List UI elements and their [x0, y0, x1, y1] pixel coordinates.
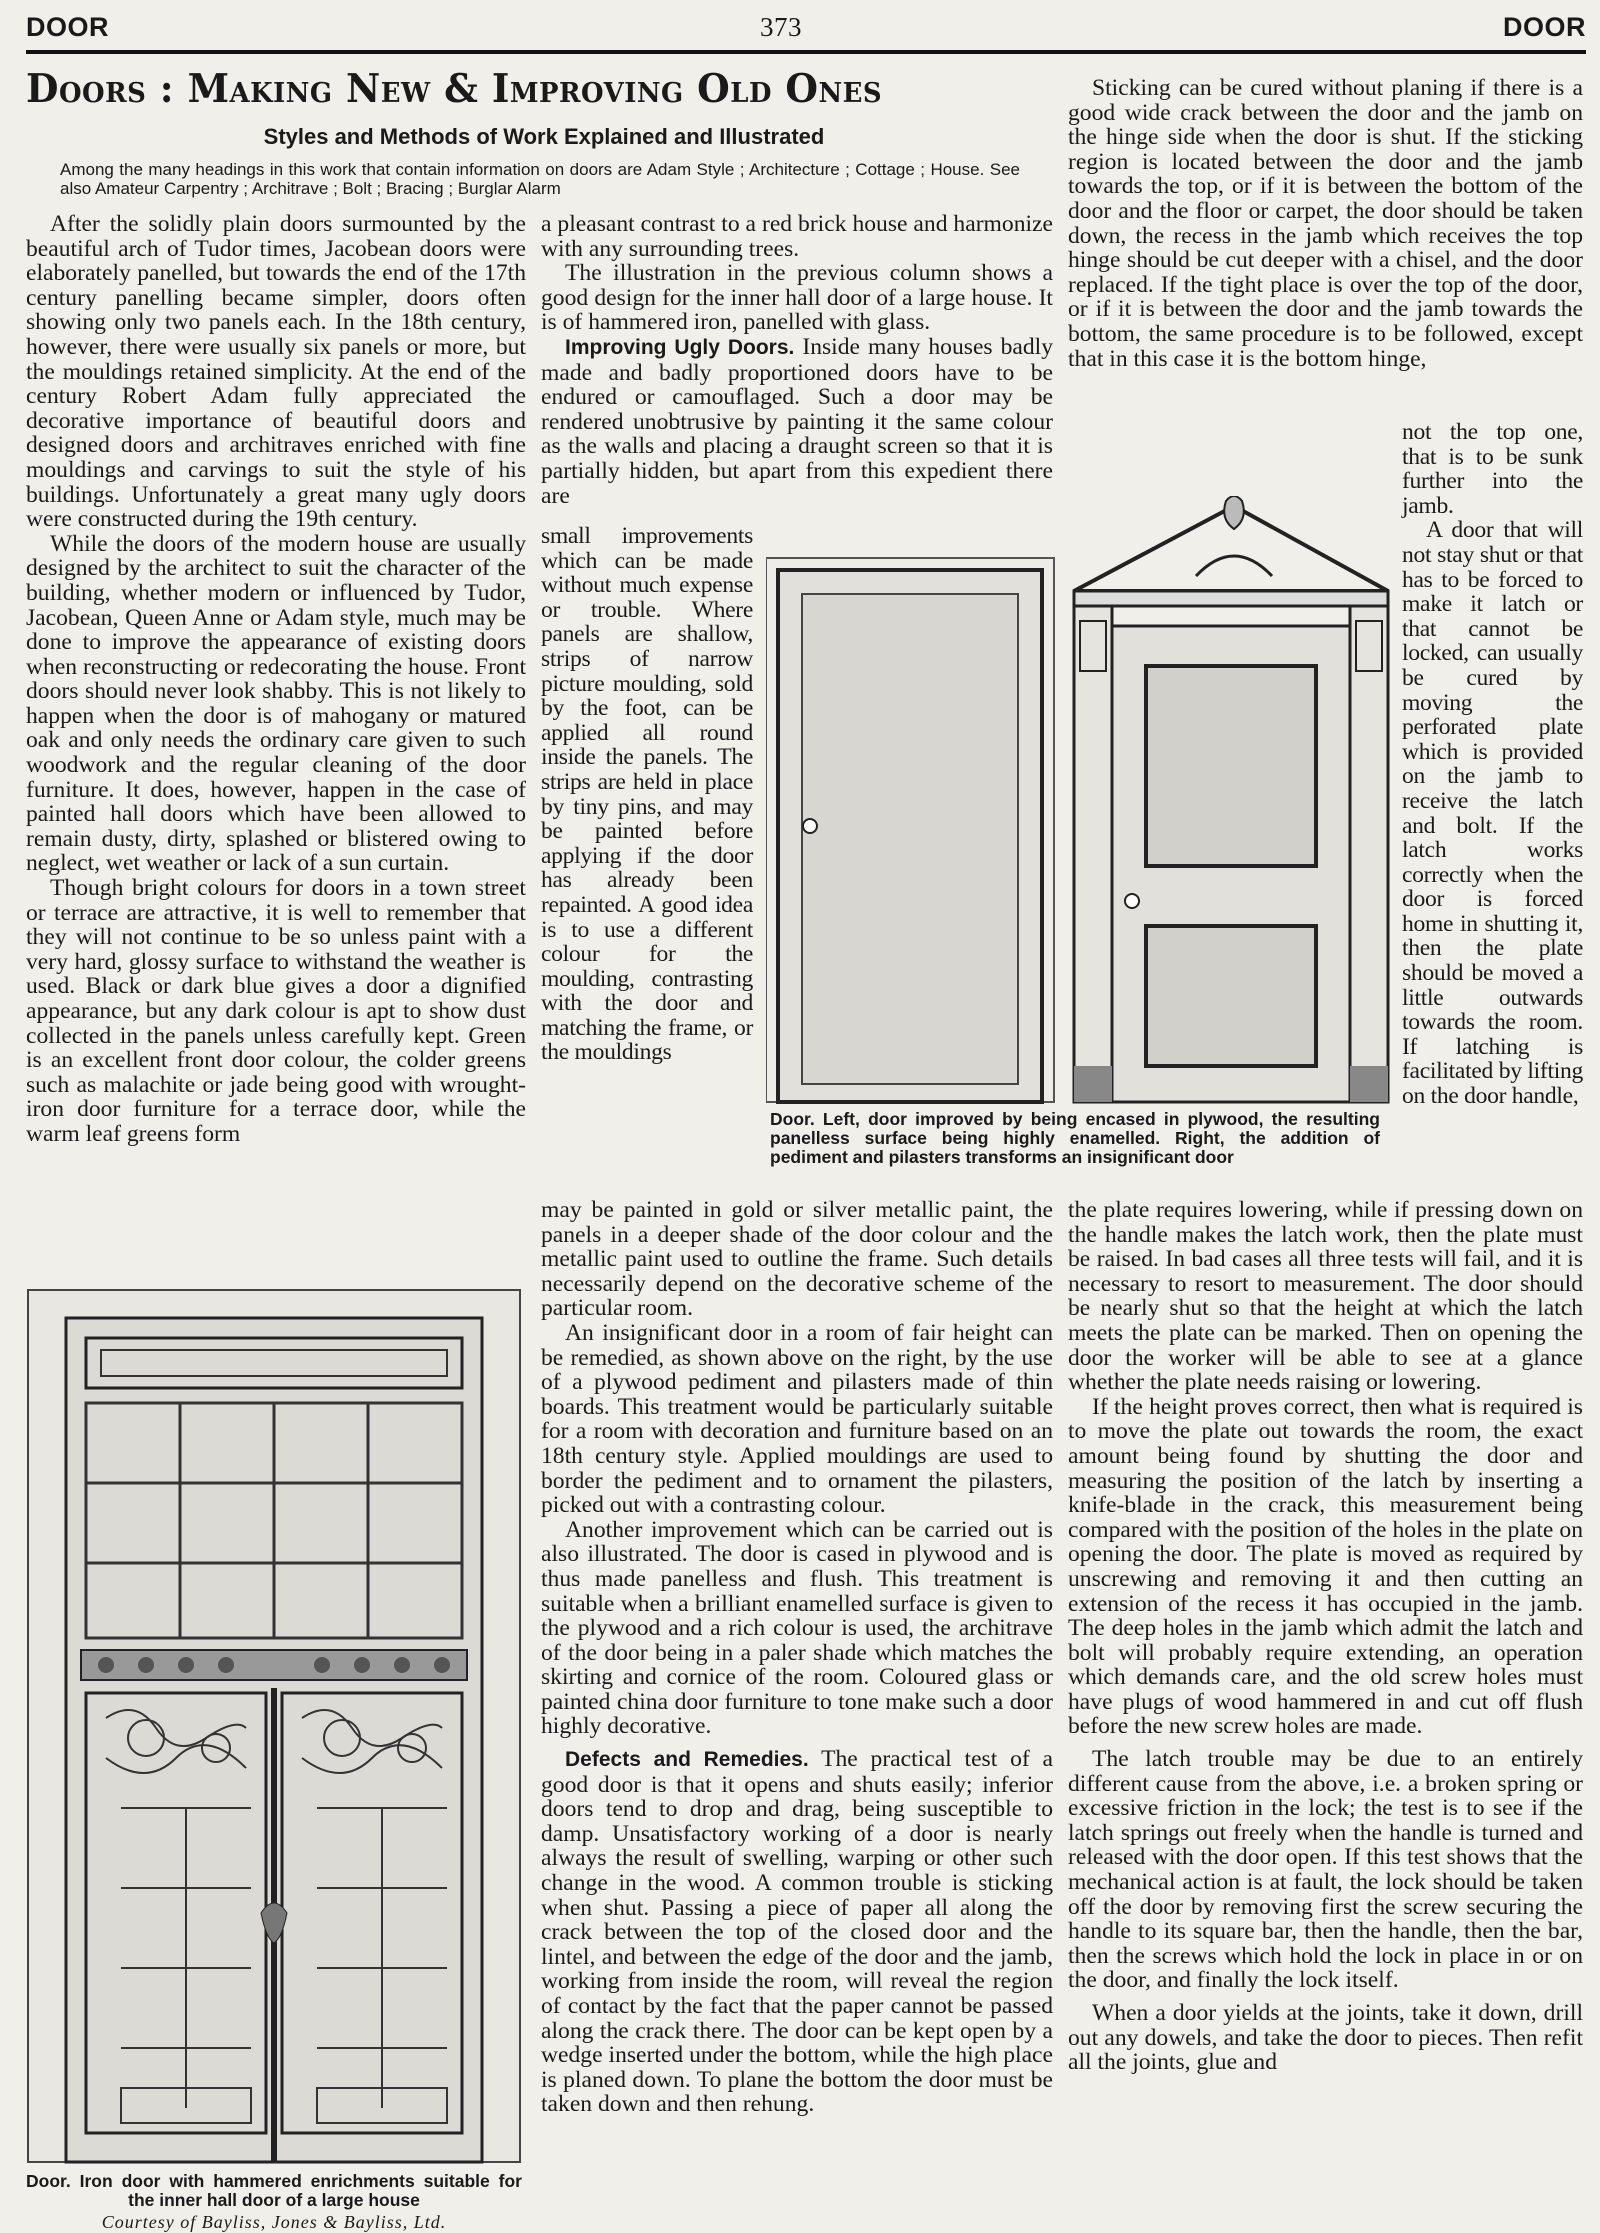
door-knob-icon — [1125, 894, 1139, 908]
paragraph — [541, 335, 1053, 508]
iron-door-credit: Courtesy of Bayliss, Jones & Bayliss, Ltd. — [101, 2212, 447, 2232]
paragraph: small improvements which can be made without much expense or trouble. Where panels are shallow, strips of narrow picture moulding, sold by the foot, can be applied all round inside the panels. The strips are held in place by tiny pins, and may be painted before applying if the door has already been repainted. A good idea is to use a different colour for the moulding, contrasting with the door and matching the frame, or the mouldings — [541, 523, 753, 1066]
two-doors-caption: Door. Left, door improved by being encased in plywood, the resulting panelless surface being highly enamelled. Right, the addition of pediment and pilasters transforms an insignificant door — [770, 1109, 1380, 1167]
right-column-top — [1068, 76, 1583, 371]
paragraph — [541, 1747, 1053, 2117]
paragraph: Sticking can be cured without planing if there is a good wide crack between the door and the jamb on the hinge side when the door is shut. If the sticking region is located between the door and the jamb towards the top, or if it is between the bottom of the door and the floor or carpet, the door should be taken down, the recess in the jamb which receives the top hinge should be cut deeper with a chisel, and the door replaced. If the tight place is over the top of the door, or if it is between the door and the jamb towards the bottom, the same procedure is to be followed, except that in this case it is the bottom hinge, — [1068, 75, 1583, 372]
two-doors-drawing — [766, 496, 1390, 1104]
paragraph: Though bright colours for doors in a town street or terrace are attractive, it is well to remember that they will not continue to be so unless paint with a very hard, glossy surface to withstand the weather is used. Black or dark blue gives a door a dignified appearance, but any dark colour is apt to show dust collected in the panels unless carefully kept. Green is an excellent front door colour, the colder greens such as malachite or jade being good with wrought-iron door furniture for a terrace door, while the warm leaf greens form — [26, 875, 526, 1147]
middle-column-top — [541, 212, 1053, 508]
article-subtitle: Styles and Methods of Work Explained and Illustrated — [263, 124, 825, 149]
iron-door-caption: Door. Iron door with hammered enrichments suitable for the inner hall door of a large house — [26, 2171, 522, 2210]
paragraph: While the doors of the modern house are usually designed by the architect to suit the character of the building, whether modern or influenced by Tudor, Jacobean, Queen Anne or Adam style, much may be done to improve the appearance of existing doors when reconstructing or redecorating the house. Front doors should never look shabby. This is not likely to happen when the door is of mahogany or matured oak and only needs the ordinary care given to such woodwork and the regular cleaning of the door furniture. It does, however, happen in the case of painted hall doors which have been allowed to remain dusty, dirty, splashed or blistered owing to neglect, wet weather or lack of a sun curtain. — [26, 530, 526, 877]
paragraph: a pleasant contrast to a red brick house and harmonize with any surrounding trees. — [541, 211, 1053, 262]
paragraph-text: The practical test of a good door is that it opens and shuts easily; inferior doors tend to drop and drag, being susceptible to damp. Unsatisfactory working of a door is nearly always the result of swelling, warping or other such change in the wood. A common trouble is sticking when shut. Passing a piece of paper all along the crack between the top of the closed door and the lintel, and between the edge of the door and the jamb, working from inside the room, will reveal the region of contact by the fact that the paper cannot be passed along the crack there. The door can be kept open by a wedge inserted under the bottom, while the high place is planed down. To plane the bottom the door must be taken down and then rehung. — [541, 1746, 1053, 2118]
article-title: Doors : Making New & Improving Old Ones — [26, 66, 883, 112]
middle-column-narrow — [541, 524, 753, 1065]
iron-door-illustration — [26, 1288, 522, 2164]
header-rule — [26, 50, 1586, 54]
paragraph: The illustration in the previous column shows a good design for the inner hall door of a large house. It is of hammered iron, panelled with glass. — [541, 260, 1053, 336]
paragraph: If the height proves correct, then what is required is to move the plate out towards the room, the exact amount being found by shutting the door and measuring the position of the latch by inserting a knife-blade in the crack, this measurement being compared with the position of the holes in the plate on opening the door. The plate is moved as required by unscrewing and removing it and then cutting an extension of the recess it has occupied in the jamb. The deep holes in the jamb which admit the latch and bolt will probably require extending, an operation which demands care, and the old screw holes must have plugs of wood hammered in and cut off flush before the new screw holes are made. — [1068, 1393, 1583, 1740]
section-heading-improving: Improving Ugly Doors. — [565, 335, 795, 359]
running-head-left: DOOR — [26, 12, 109, 42]
page-number: 373 — [760, 12, 802, 42]
paragraph: After the solidly plain doors surmounted by the beautiful arch of Tudor times, Jacobean doors were elaborately panelled, but towards the end of the 17th century panelling became simpler, doors often showing only two panels each. In the 18th century, however, there were usually six panels or more, but the mouldings retained simplicity. At the end of the century Robert Adam fully appreciated the decorative importance of beautiful doors and designed doors and architraves enriched with fine mouldings and carvings to suit the style of his buildings. Unfortunately a great many ugly doors were constructed during the 19th century. — [26, 211, 526, 533]
right-column-narrow — [1402, 420, 1583, 1109]
paragraph-text: Inside many houses badly made and badly proportioned doors have to be endured or camouflaged. Such a door may be rendered unobtrusive by painting it the same colour as the walls and placing a draught screen so that it is partially hidden, but apart from this expedient there are — [541, 333, 1054, 509]
paragraph: An insignificant door in a room of fair height can be remedied, as shown above on the right, by the use of a plywood pediment and pilasters made of thin boards. This treatment would be particularly suitable for a room with decoration and furniture based on an 18th century style. Applied mouldings are used to border the pediment and to ornament the pilasters, picked out with a contrasting colour. — [541, 1319, 1053, 1519]
right-column-bottom — [1068, 1198, 1583, 2075]
running-head-right: DOOR — [1503, 12, 1586, 42]
paragraph: the plate requires lowering, while if pressing down on the handle makes the latch work, then the plate must be raised. In bad cases all three tests will fail, and it is necessary to resort to measurement. The door should be nearly shut so that the height at which the latch meets the plate can be marked. Then on opening the door the worker will be able to see at a glance whether the plate needs raising or lowering. — [1068, 1197, 1583, 1396]
paragraph: may be painted in gold or silver metallic paint, the panels in a deeper shade of the door colour and the metallic paint used to outline the frame. Such details necessarily depend on the decorative scheme of the particular room. — [541, 1197, 1053, 1322]
paragraph: The latch trouble may be due to an entirely different cause from the above, i.e. a broken spring or excessive friction in the lock; the test is to see if the latch springs out freely when the handle is turned and released with the door open. If this test shows that the mechanical action is at fault, the lock should be taken off the door by removing first the screw securing the handle to its square bar, then the handle, then the bar, then the screws which hold the lock in place in or on the door, and finally the lock itself. — [1068, 1746, 1583, 1994]
section-heading-defects: Defects and Remedies. — [565, 1748, 809, 1772]
door-knob-icon — [803, 819, 817, 833]
iron-door-drawing — [26, 1288, 522, 2164]
paragraph: A door that will not stay shut or that has to be forced to make it latch or that cannot be locked, can usually be cured by moving the perforated plate which is provided on the jamb to receive the latch and bolt. If the latch works correctly when the door is forced home in shutting it, then the plate should be moved a little outwards towards the room. If latching is facilitated by lifting on the door handle, — [1402, 517, 1583, 1110]
left-column-text — [26, 212, 526, 1147]
paragraph: When a door yields at the joints, take it down, drill out any dowels, and take the door to pieces. Then refit all the joints, glue and — [1068, 2000, 1583, 2076]
two-doors-illustration — [766, 496, 1390, 1104]
paragraph: not the top one, that is to be sunk further into the jamb. — [1402, 419, 1583, 519]
middle-column-bottom — [541, 1198, 1053, 2117]
cross-reference-intro: Among the many headings in this work that contain information on doors are Adam Style ; Architecture ; Cottage ; House. See also Amateur Carpentry ; Architrave ; Bolt ; Bracing ; Burglar Alarm — [60, 160, 1020, 198]
paragraph: Another improvement which can be carried out is also illustrated. The door is cased in plywood and is thus made panelless and flush. This treatment is suitable when a brilliant enamelled surface is given to the plywood and a rich colour is used, the architrave of the door being in a paler shade which matches the skirting and cornice of the room. Coloured glass or painted china door furniture to tone make such a door highly decorative. — [541, 1516, 1053, 1740]
